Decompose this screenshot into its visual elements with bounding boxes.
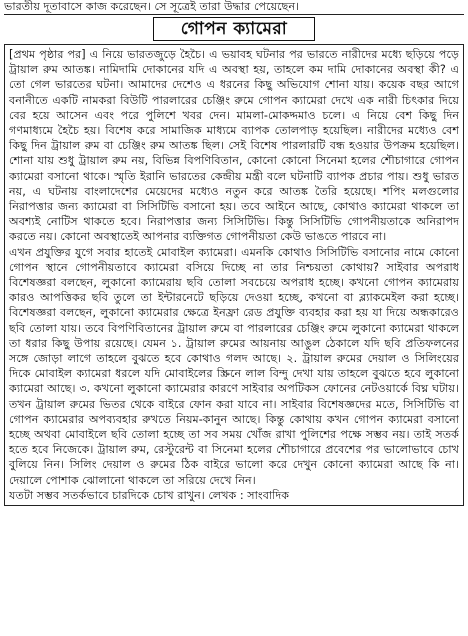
article-paragraph-2: এখন প্রযুক্তির যুগে সবার হাতেই মোবাইল ক্যামেরা। এমনকি কোথাও সিসিটিভি বসানোর নামে কোনো গোপন স্থানে গোপনীয়তাবে ক্যামেরা বসিয়ে দিচ্ছে না তার নিশ্চয়তা কোথায়? সাইবার অপরাধ বিশেষজ্ঞরা বলছেন, লুকানো ক্যামেরায় ছবি তোলা সবচেয়ে অপরাধ হচ্ছে। কখনো গোপন ক্যামেরায় কারও আপত্তিকর ছবি তুলে তা ইন্টারনেটে ছড়িয়ে দেওয়া হচ্ছে, কখনো বা ব্ল্যাকমেইল করা হচ্ছে। বিশেষজ্ঞরা বলছেন, লুকানো ক্যামেরার ক্ষেত্রে ইনফ্রা রেড প্রযুক্তি ব্যবহার করা হয় যা দিয়ে অন্ধকারেও ছবি তোলা যায়। তবে বিপণিবিতানের ট্রায়াল রুমে বা পারলারের চেঞ্জিং রুমে লুকানো ক্যামেরা থাকলে তা ধরার কিছু উপায় রয়েছে। যেমন ১. ট্রায়াল রুমের আয়নায় আঙুল ঠেকালে যদি ছবি প্রতিফলনের সঙ্গে জোড়া লাগে তাহলে বুঝতে হবে কোথাও গলদ আছে। ২. ট্রায়াল রুমের দেয়াল ও সিলিংয়ের দিকে মোবাইল ক্যামেরা ধরলে যদি মোবাইলের স্ক্রিনে লাল বিন্দু দেখা যায় তাহলে বুঝতে হবে লুকানো ক্যামেরা আছে। ৩. কখনো লুকানো ক্যামেরার কারণে সাইবার অপটিকস ফোনের নেটওয়ার্কে বিঘ্ন ঘটায়। তখন ট্রায়াল রুমের ভিতর থেকে বাইরে ফোন করা যাবে না। সাইবার বিশেষজ্ঞদের মতে, সিসিটিভি বা গোপন ক্যামেরার অপব্যবহার রুখতে নিয়ম-কানুন আছে। কিন্তু কোথায় কখন গোপন ক্যামেরা বসানো হচ্ছে অথবা মোবাইলে ছবি তোলা হচ্ছে তা সব সময় খোঁজ রাখা পুলিশের পক্ষে সম্ভব নয়। তাই সতর্ক হতে হবে নিজেকে। ট্রায়াল রুম, রেস্টুরেন্ট বা সিনেমা হলের শৌচাগারে প্রবেশের পর ভালোভাবে চোখ বুলিয়ে নিন। সিলিং দেয়াল ও রুমের ঠিক বাইরে ভালো করে দেখুন কোনো ক্যামেরা আছে কি না। দেয়ালে পোশাক ঝোলানো থাকলে তা সরিয়ে দেখে নিন। <box>9 245 459 487</box>
article-body <box>4 44 464 506</box>
byline: লেখক : সাংবাদিক <box>208 488 290 502</box>
article-headline: গোপন ক্যামেরা <box>153 17 315 41</box>
previous-article-tail: ভারতীয় দূতাবাসে কাজ করেছেন। সে সূত্রেই তারা উদ্ধার পেয়েছেন। <box>4 0 464 15</box>
article-paragraph-1: [প্রথম পৃষ্ঠার পর] এ নিয়ে ভারতজুড়ে হৈচৈ। এ ভয়াবহ ঘটনার পর ভারতে নারীদের মধ্যে ছড়িয়ে পড়ে ট্রায়াল রুম আতঙ্ক। নামিদামি দোকানের যদি এ অবস্থা হয়, তাহলে কম দামি দোকানের অবস্থা কী? এ তো গেল ভারতের ঘটনা। আমাদের দেশেও এ ধরনের কিছু অভিযোগ শোনা যায়। কয়েক বছর আগে বনানীতে একটি নামকরা বিউটি পারলারের চেঞ্জিং রুমে গোপন ক্যামেরা দেখে এক নারী চিৎকার দিয়ে বের হয়ে আসেন এবং পরে পুলিশে খবর দেন। মামলা-মোকদ্দমাও চলে। এ নিয়ে বেশ কিছু দিন গণমাধ্যমে হৈচৈ হয়। বিশেষ করে সামাজিক মাধ্যমে ব্যাপক তোলপাড় হয়েছিল। নারীদের মধ্যেও বেশ কিছু দিন ট্রায়াল রুম বা চেঞ্জিং রুম আতঙ্ক ছিল। সেই বিশেষ পারলারটি বন্ধ হওয়ার উপক্রম হয়েছিল। শোনা যায় শুধু ট্রায়াল রুম নয়, বিভিন্ন বিপণিবিতান, কোনো কোনো সিনেমা হলের শৌচাগারে গোপন ক্যামেরা বসানো থাকে। স্মৃতি ইরানি ভারতের কেন্দ্রীয় মন্ত্রী বলে ঘটনাটি ব্যাপক প্রচার পায়। শুধু ভারত নয়, এ ঘটনায় বাংলাদেশের মেয়েদের মধ্যেও নতুন করে আতঙ্ক তৈরি হয়েছে। শপিং মলগুলোর নিরাপত্তার জন্য ক্যামেরা বা সিসিটিভি বসানো হয়। তবে আইনে আছে, কোথাও ক্যামেরা থাকলে তা অবশ্যই নোটিস থাকতে হবে। নিরাপত্তার জন্য সিসিটিভি। কিন্তু সিসিটিভি গোপনীয়তাকে অনিরাপদ করতে নয়। কোনো অবস্থাতেই আপনার ব্যক্তিগত গোপনীয়তা কেউ ভাঙতে পারবে না। <box>9 48 459 244</box>
article-closing <box>9 488 459 503</box>
closing-sentence: যতটা সম্ভব সতর্কভাবে চারদিকে চোখ রাখুন। <box>9 488 205 502</box>
